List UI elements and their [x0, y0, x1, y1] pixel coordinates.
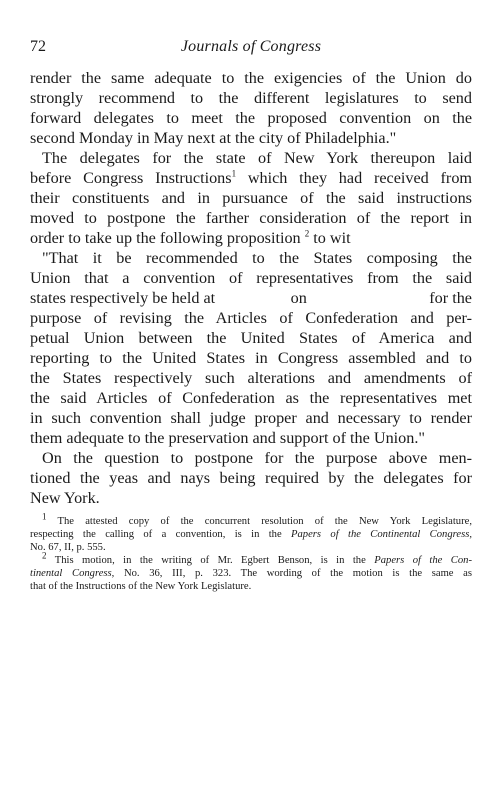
text-line: before Congress Instructions$^1$ which they had received from [30, 168, 472, 187]
text-line: in such convention shall judge proper and necessary to render [30, 409, 472, 427]
text-line: strongly recommend to the different legislatures to send [30, 89, 472, 107]
text-line: "That it be recommended to the States composing the [42, 249, 472, 267]
text-line: The delegates for the state of New York thereupon laid [42, 149, 472, 167]
text-line: them adequate to the preservation and support of the Union." [30, 429, 425, 447]
footnote-line: $^1$ The attested copy of the concurrent resolution of the New York Legislature, [42, 511, 472, 527]
text-line: the said Articles of Confederation as the representatives met [30, 389, 472, 407]
text-line: the States respectively such alterations and amendments of [30, 369, 472, 387]
text-line: moved to postpone the farther consideration of the report in [30, 209, 472, 227]
page-header [30, 38, 472, 60]
text-line: New York. [30, 489, 100, 507]
text-line: second Monday in May next at the city of Philadelphia." [30, 129, 397, 147]
text-line: On the question to postpone for the purpose above men- [42, 449, 472, 467]
body-text [30, 68, 472, 508]
footnote-marker: 1 [231, 168, 237, 179]
page-number: 72 [30, 38, 46, 55]
text-line-with-blanks: states respectively be held at on for the [30, 289, 472, 307]
running-title: Journals of Congress [180, 38, 322, 55]
text-line: order to take up the following proposition $^2$ to wit [30, 228, 351, 247]
text-line: forward delegates to meet the proposed convention on the [30, 109, 472, 127]
text-line: Union that a convention of representatives from the said [30, 269, 472, 287]
footnote-line: respecting the calling of a convention, is in the Papers of the Continental Congress, [30, 529, 472, 540]
document-page [30, 38, 472, 593]
text-line: render the same adequate to the exigencies of the Union do [30, 69, 472, 87]
text-line: petual Union between the United States of America and [30, 329, 472, 347]
text-line: their constituents and in pursuance of the said instructions [30, 189, 472, 207]
footnote-line: $^2$ This motion, in the writing of Mr. Egbert Benson, is in the Papers of the Con- [42, 550, 472, 566]
footnote-line: No. 67, II, p. 555. [30, 542, 106, 553]
footnote-line: tinental Congress, No. 36, III, p. 323. The wording of the motion is the same as [30, 568, 472, 579]
text-line: reporting to the United States in Congress assembled and to [30, 349, 472, 367]
footnotes [30, 511, 472, 593]
text-line: tioned the yeas and nays being required by the delegates for [30, 469, 472, 487]
text-line: purpose of revising the Articles of Confederation and per- [30, 309, 472, 327]
footnote-line: that of the Instructions of the New York Legislature. [30, 581, 252, 592]
footnote-marker: 2 [304, 228, 310, 239]
